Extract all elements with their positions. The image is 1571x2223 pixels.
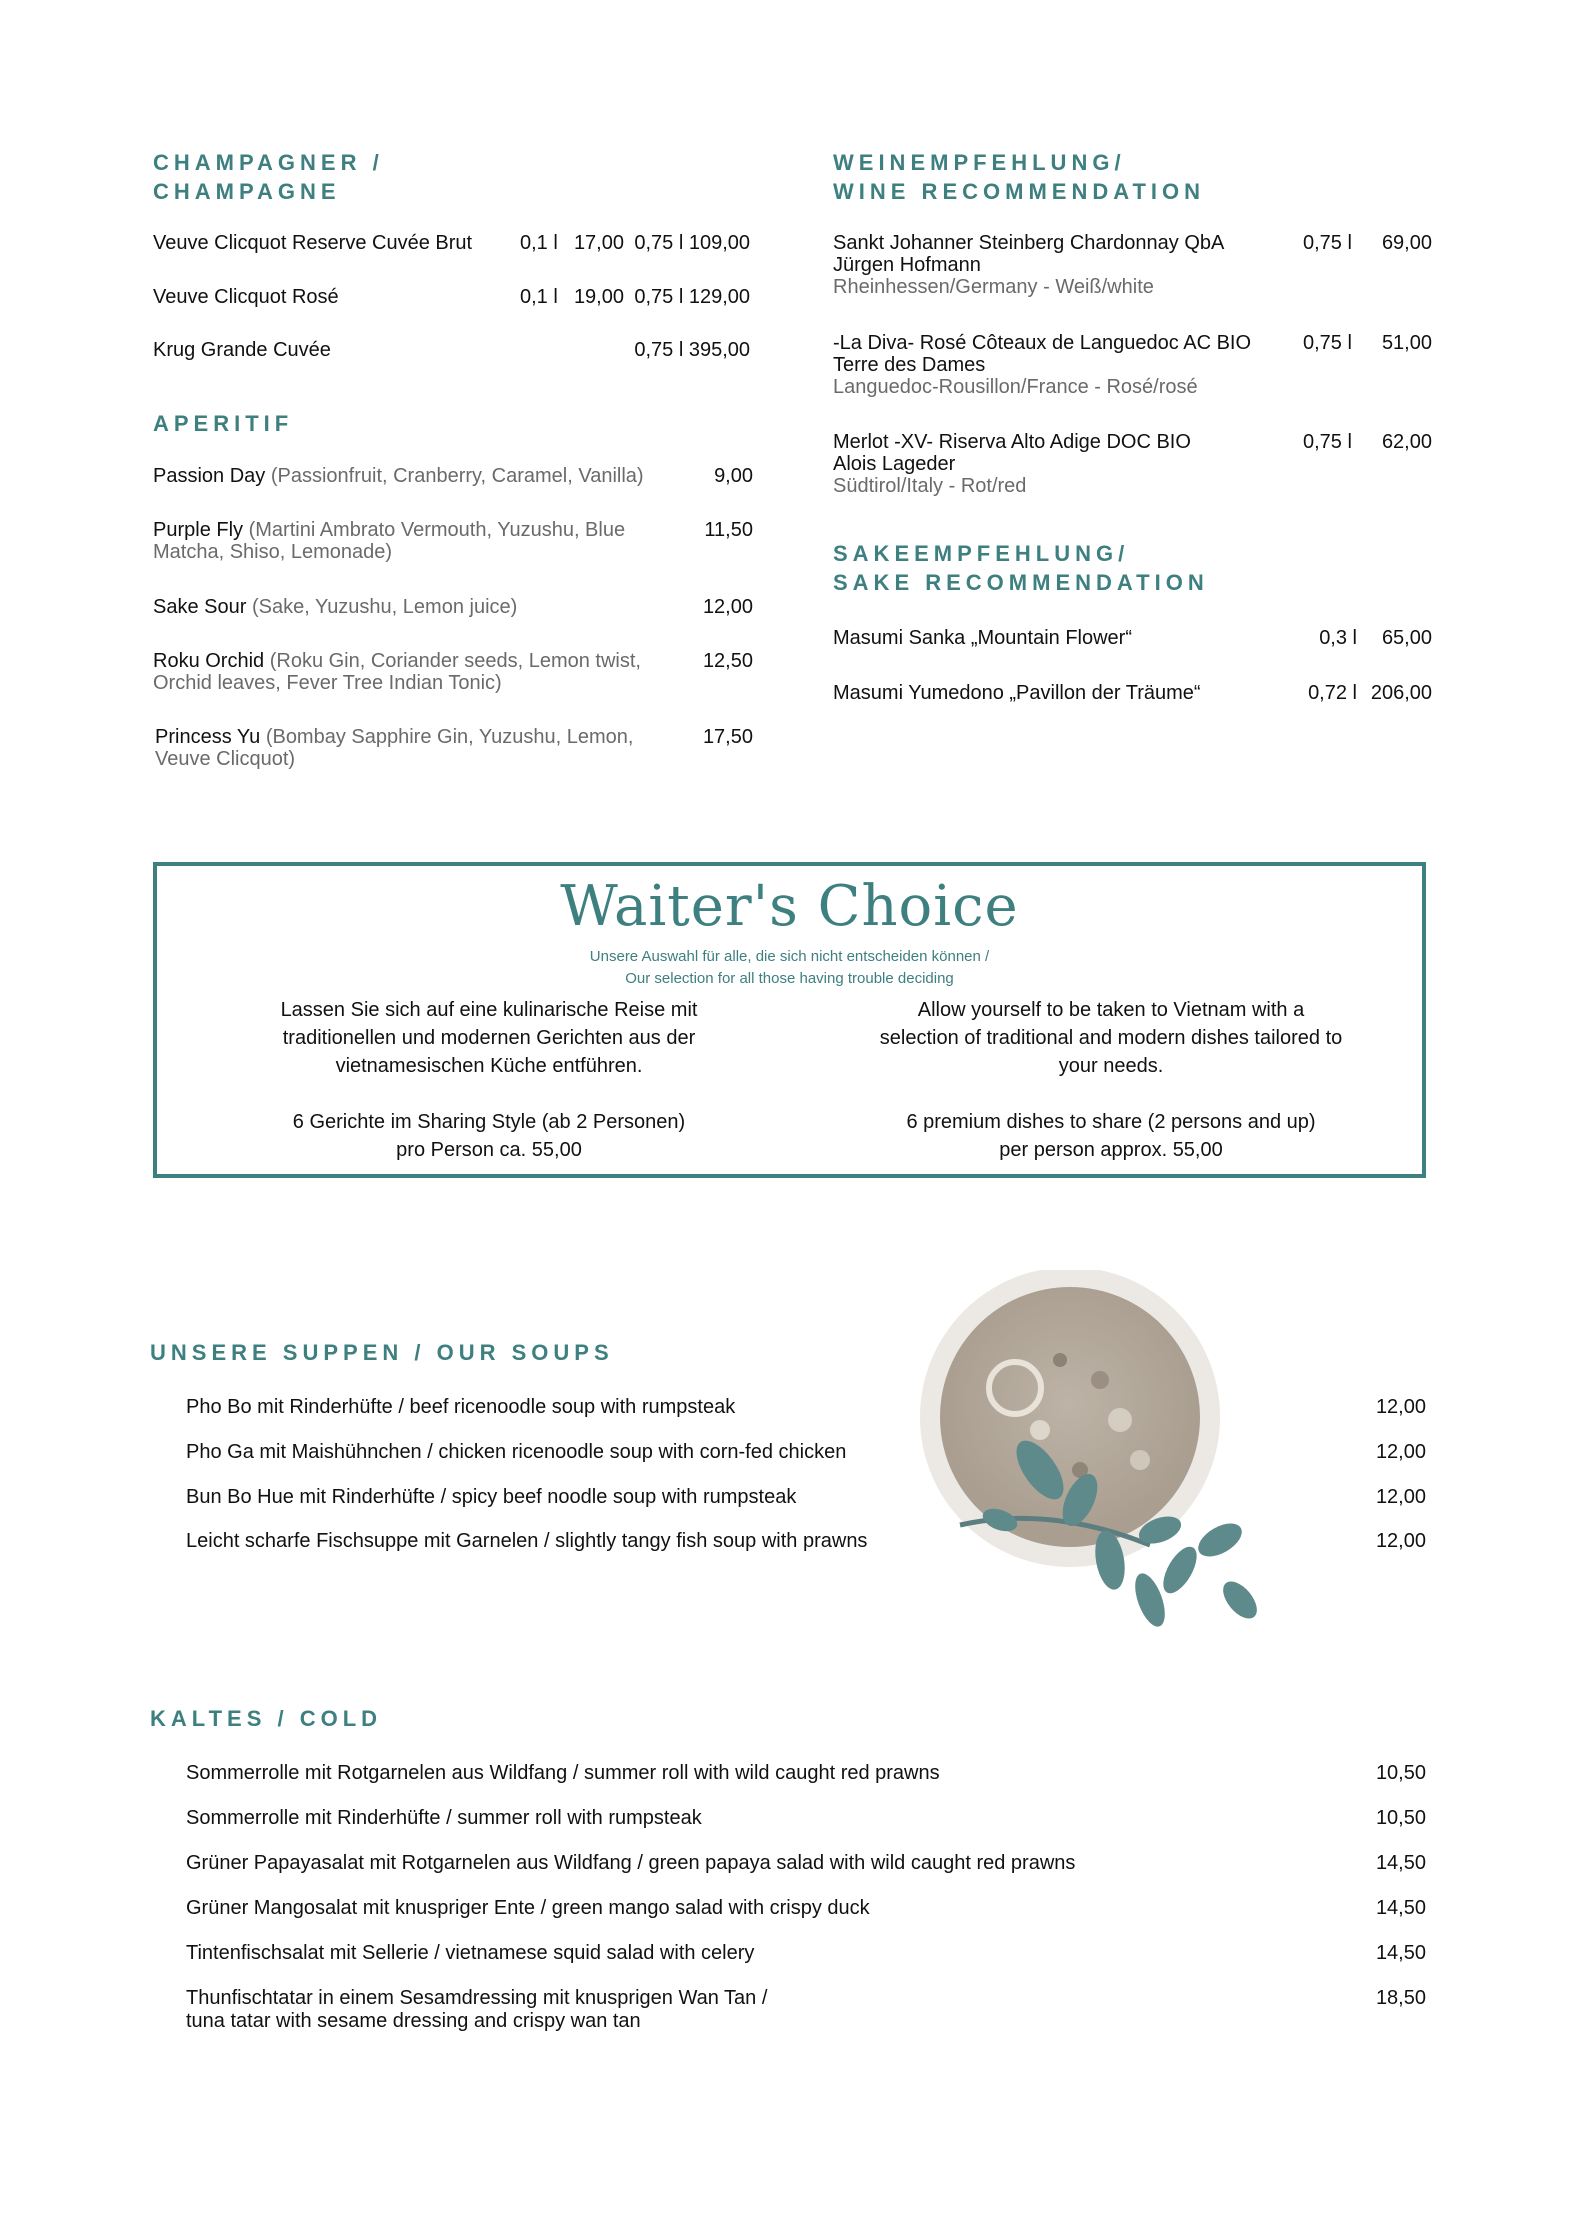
wine-origin: Languedoc-Rousillon/France - Rosé/rosé bbox=[833, 376, 1198, 398]
wine-size: 0,75 l bbox=[1303, 232, 1352, 254]
soup-item bbox=[186, 1396, 1426, 1419]
wine-name: Merlot -XV- Riserva Alto Adige DOC BIO bbox=[833, 431, 1191, 453]
offer-de-line2: pro Person ca. 55,00 bbox=[396, 1139, 582, 1161]
item-description: (Roku Gin, Coriander seeds, Lemon twist, Orchid leaves, Fever Tree Indian Tonic) bbox=[153, 650, 641, 694]
wine-producer: Alois Lageder bbox=[833, 453, 956, 475]
item-price: 14,50 bbox=[1375, 1852, 1426, 1874]
champagne-heading bbox=[153, 148, 384, 206]
item-size: 0,1 l bbox=[520, 232, 558, 254]
soup-item bbox=[186, 1441, 1426, 1464]
sake-item bbox=[833, 627, 1132, 649]
description-de: Lassen Sie sich auf eine kulinarische Reise mit traditionellen und modernen Gerichten aus der vietnamesischen Küche entführen. bbox=[280, 999, 698, 1077]
item-price: 18,50 bbox=[1375, 1987, 1426, 2009]
cold-item bbox=[186, 1987, 1426, 2033]
item-name: Grüner Mangosalat mit knuspriger Ente / green mango salad with crispy duck bbox=[186, 1897, 870, 1919]
waiters-choice-box bbox=[153, 862, 1426, 1178]
aperitif-item bbox=[155, 726, 675, 770]
champagne-item bbox=[153, 339, 331, 361]
wine-item bbox=[833, 232, 1303, 298]
offer-de-line1: 6 Gerichte im Sharing Style (ab 2 Personen) bbox=[292, 1111, 686, 1133]
cold-item bbox=[186, 1807, 1426, 1830]
cold-item bbox=[186, 1852, 1426, 1875]
item-name: Sommerrolle mit Rinderhüfte / summer roll with rumpsteak bbox=[186, 1807, 702, 1829]
sake-heading bbox=[833, 539, 1209, 597]
aperitif-item bbox=[153, 519, 673, 563]
soup-item bbox=[186, 1530, 1426, 1553]
cold-item bbox=[186, 1897, 1426, 1920]
waiters-choice-title: Waiter's Choice bbox=[560, 874, 1019, 939]
wine-size: 0,75 l bbox=[1303, 431, 1352, 453]
item-price: 19,00 bbox=[573, 286, 624, 308]
item-price: 14,50 bbox=[1375, 1942, 1426, 1964]
sake-item bbox=[833, 682, 1201, 704]
offer-en-line2: per person approx. 55,00 bbox=[999, 1139, 1223, 1161]
offer-en bbox=[876, 1108, 1346, 1164]
wine-origin: Rheinhessen/Germany - Weiß/white bbox=[833, 276, 1154, 298]
aperitif-heading: APERITIF bbox=[153, 411, 294, 436]
subtitle-de: Unsere Auswahl für alle, die sich nicht entscheiden können / bbox=[589, 948, 990, 965]
item-price: 12,00 bbox=[1375, 1486, 1426, 1508]
item-description: (Passionfruit, Cranberry, Caramel, Vanilla) bbox=[270, 465, 644, 487]
cold-heading: KALTES / COLD bbox=[150, 1706, 383, 1731]
aperitif-item bbox=[153, 596, 673, 618]
champagne-item bbox=[153, 232, 472, 254]
item-name: Sake Sour bbox=[153, 596, 247, 618]
item-price: 12,00 bbox=[1375, 1441, 1426, 1463]
item-price: 10,50 bbox=[1375, 1807, 1426, 1829]
item-price-bottle: 0,75 l 395,00 bbox=[634, 339, 750, 361]
item-name: Thunfischtatar in einem Sesamdressing mit knusprigen Wan Tan / bbox=[186, 1987, 768, 2009]
item-price: 12,00 bbox=[702, 596, 753, 618]
sake-heading-line1: SAKEEMPFEHLUNG/ bbox=[833, 541, 1130, 566]
aperitif-item bbox=[153, 465, 673, 487]
wine-name: -La Diva- Rosé Côteaux de Languedoc AC BIO bbox=[833, 332, 1252, 354]
item-price-bottle: 0,75 l 129,00 bbox=[634, 286, 750, 308]
wine-name: Sankt Johanner Steinberg Chardonnay QbA bbox=[833, 232, 1225, 254]
item-name: Masumi Yumedono „Pavillon der Träume“ bbox=[833, 682, 1201, 704]
item-price: 11,50 bbox=[704, 519, 753, 541]
item-name: Masumi Sanka „Mountain Flower“ bbox=[833, 627, 1132, 649]
wine-producer: Jürgen Hofmann bbox=[833, 254, 981, 276]
item-name: Sommerrolle mit Rotgarnelen aus Wildfang / summer roll with wild caught red prawns bbox=[186, 1762, 940, 1784]
item-price: 12,50 bbox=[702, 650, 753, 672]
item-name: Purple Fly bbox=[153, 519, 244, 541]
item-price: 9,00 bbox=[714, 465, 753, 487]
item-name: Bun Bo Hue mit Rinderhüfte / spicy beef noodle soup with rumpsteak bbox=[186, 1486, 797, 1508]
item-name: Pho Bo mit Rinderhüfte / beef ricenoodle soup with rumpsteak bbox=[186, 1396, 736, 1418]
wine-heading-line2: WINE RECOMMENDATION bbox=[833, 179, 1206, 204]
item-price: 17,00 bbox=[573, 232, 624, 254]
item-name: Krug Grande Cuvée bbox=[153, 339, 331, 361]
wine-price: 62,00 bbox=[1381, 431, 1432, 453]
item-size: 0,1 l bbox=[520, 286, 558, 308]
item-price: 14,50 bbox=[1375, 1897, 1426, 1919]
offer-de bbox=[254, 1108, 724, 1164]
wine-size: 0,75 l bbox=[1303, 332, 1352, 354]
item-name: Veuve Clicquot Rosé bbox=[153, 286, 339, 308]
champagne-heading-line1: CHAMPAGNER / bbox=[153, 150, 384, 175]
item-name: Passion Day bbox=[153, 465, 266, 487]
soup-item bbox=[186, 1486, 1426, 1509]
item-price: 12,00 bbox=[1375, 1530, 1426, 1552]
wine-item bbox=[833, 431, 1303, 497]
champagne-heading-line2: CHAMPAGNE bbox=[153, 179, 341, 204]
item-name: Princess Yu bbox=[155, 726, 261, 748]
waiters-choice-english bbox=[876, 996, 1346, 1164]
item-price: 17,50 bbox=[702, 726, 753, 748]
soup-bowl-illustration bbox=[920, 1270, 1320, 1670]
item-description: (Sake, Yuzushu, Lemon juice) bbox=[251, 596, 518, 618]
item-description: (Martini Ambrato Vermouth, Yuzushu, Blue Matcha, Shiso, Lemonade) bbox=[153, 519, 626, 563]
soups-heading: UNSERE SUPPEN / OUR SOUPS bbox=[150, 1340, 614, 1365]
item-name: Tintenfischsalat mit Sellerie / vietnamese squid salad with celery bbox=[186, 1942, 755, 1964]
cold-item bbox=[186, 1762, 1426, 1785]
item-price: 10,50 bbox=[1375, 1762, 1426, 1784]
waiters-choice-german bbox=[254, 996, 724, 1164]
description-en: Allow yourself to be taken to Vietnam with a selection of traditional and modern dishes tailored to your needs. bbox=[879, 999, 1343, 1077]
wine-price: 69,00 bbox=[1381, 232, 1432, 254]
offer-en-line1: 6 premium dishes to share (2 persons and up) bbox=[906, 1111, 1316, 1133]
wine-heading bbox=[833, 148, 1205, 206]
wine-item bbox=[833, 332, 1303, 398]
waiters-choice-subtitle bbox=[157, 946, 1422, 990]
item-name: Grüner Papayasalat mit Rotgarnelen aus Wildfang / green papaya salad with wild caught red prawns bbox=[186, 1852, 1076, 1874]
item-name: Veuve Clicquot Reserve Cuvée Brut bbox=[153, 232, 473, 254]
cold-item bbox=[186, 1942, 1426, 1965]
item-description: (Bombay Sapphire Gin, Yuzushu, Lemon, Veuve Clicquot) bbox=[155, 726, 634, 770]
subtitle-en: Our selection for all those having trouble deciding bbox=[625, 970, 954, 987]
aperitif-item bbox=[153, 650, 673, 694]
sake-price: 206,00 bbox=[1370, 682, 1432, 704]
item-price-bottle: 0,75 l 109,00 bbox=[634, 232, 750, 254]
wine-producer: Terre des Dames bbox=[833, 354, 986, 376]
item-name: Leicht scharfe Fischsuppe mit Garnelen / slightly tangy fish soup with prawns bbox=[186, 1530, 868, 1552]
item-name-line2: tuna tatar with sesame dressing and crispy wan tan bbox=[186, 2010, 641, 2032]
item-name: Roku Orchid bbox=[153, 650, 265, 672]
wine-heading-line1: WEINEMPFEHLUNG/ bbox=[833, 150, 1126, 175]
sake-size: 0,3 l bbox=[1319, 627, 1357, 649]
wine-price: 51,00 bbox=[1381, 332, 1432, 354]
wine-origin: Südtirol/Italy - Rot/red bbox=[833, 475, 1027, 497]
champagne-item bbox=[153, 286, 339, 308]
item-price: 12,00 bbox=[1375, 1396, 1426, 1418]
sake-heading-line2: SAKE RECOMMENDATION bbox=[833, 570, 1209, 595]
sake-price: 65,00 bbox=[1381, 627, 1432, 649]
sake-size: 0,72 l bbox=[1308, 682, 1357, 704]
item-name: Pho Ga mit Maishühnchen / chicken ricenoodle soup with corn-fed chicken bbox=[186, 1441, 847, 1463]
